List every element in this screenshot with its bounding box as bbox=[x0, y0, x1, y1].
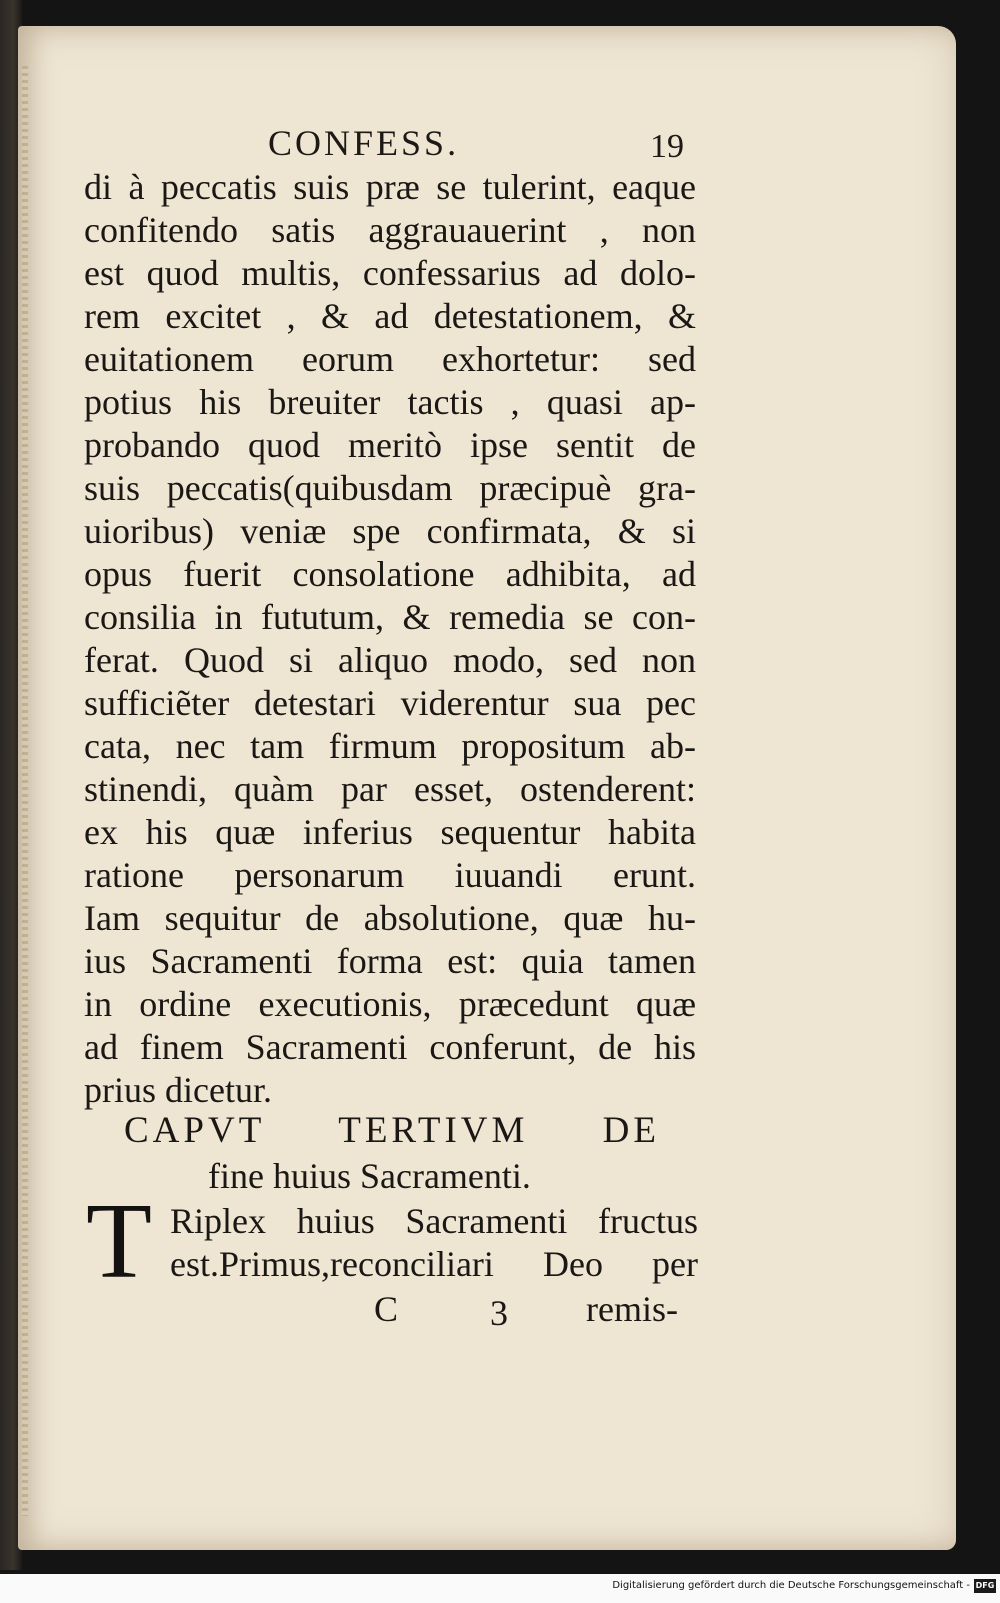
text-line: consilia in fututum, & remedia se con- bbox=[84, 597, 696, 637]
text-line: ad finem Sacramenti conferunt, de his bbox=[84, 1027, 696, 1067]
text-line: opus fuerit consolatione adhibita, ad bbox=[84, 554, 696, 594]
text-line: cata, nec tam firmum propositum ab- bbox=[84, 726, 696, 766]
running-head: CONFESS. bbox=[268, 123, 460, 163]
dfg-logo-icon: DFG bbox=[974, 1579, 996, 1593]
text-line: euitationem eorum exhortetur: sed bbox=[84, 339, 696, 379]
text-line: uioribus) veniæ spe confirmata, & si bbox=[84, 511, 696, 551]
funding-credit: Digitalisierung gefördert durch die Deutsche Forschungsgemeinschaft - bbox=[612, 1580, 970, 1591]
text-line: rem excitet , & ad detestationem, & bbox=[84, 296, 696, 336]
text-line: in ordine executionis, præcedunt quæ bbox=[84, 984, 696, 1024]
text-line: Riplex huius Sacramenti fructus bbox=[170, 1201, 698, 1241]
catchword: remis- bbox=[586, 1289, 678, 1329]
text-line: stinendi, quàm par esset, ostenderent: bbox=[84, 769, 696, 809]
signature-mark: C bbox=[374, 1289, 399, 1329]
text-line: Iam sequitur de absolutione, quæ hu- bbox=[84, 898, 696, 938]
text-line: di à peccatis suis præ se tulerint, eaque bbox=[84, 167, 696, 207]
chapter-subheading: fine huius Sacramenti. bbox=[208, 1156, 531, 1196]
text-line: sufficiẽter detestari viderentur sua pec bbox=[84, 683, 696, 723]
main-text-block bbox=[84, 166, 696, 1112]
text-line: potius his breuiter tactis , quasi ap- bbox=[84, 382, 696, 422]
signature-line bbox=[0, 1288, 1000, 1332]
drop-cap-paragraph bbox=[170, 1200, 698, 1286]
text-line: ex his quæ inferius sequentur habita bbox=[84, 812, 696, 852]
text-line: est.Primus,reconciliari Deo per bbox=[170, 1244, 698, 1284]
text-line: prius dicetur. bbox=[84, 1070, 272, 1110]
footer-strip bbox=[0, 1574, 1000, 1603]
chapter-heading: CAPVT TERTIVM DE bbox=[124, 1110, 660, 1151]
signature-number: 3 bbox=[490, 1293, 508, 1333]
text-line: confitendo satis aggrauauerint , non bbox=[84, 210, 696, 250]
text-line: suis peccatis(quibusdam præcipuè gra- bbox=[84, 468, 696, 508]
text-line: ratione personarum iuuandi erunt. bbox=[84, 855, 696, 895]
text-line: probando quod meritò ipse sentit de bbox=[84, 425, 696, 465]
page-number: 19 bbox=[650, 128, 684, 165]
drop-cap-initial: T bbox=[86, 1182, 152, 1301]
text-line: ius Sacramenti forma est: quia tamen bbox=[84, 941, 696, 981]
text-line: ferat. Quod si aliquo modo, sed non bbox=[84, 640, 696, 680]
text-line: est quod multis, confessarius ad dolo- bbox=[84, 253, 696, 293]
